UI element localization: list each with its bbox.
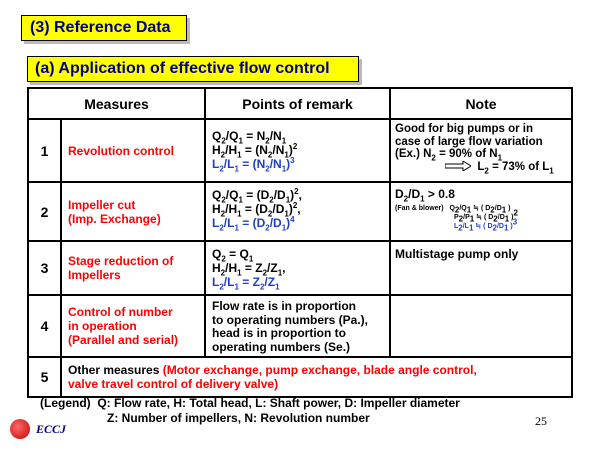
- note-formula: (Ex.) $N_2 = 90\%$ of $N_1$: [395, 148, 503, 163]
- row-number: 2: [28, 182, 61, 241]
- measure-line: Stage reduction of: [68, 254, 174, 268]
- remark-cell: $Q_2/Q_1 = (D_2/D_1)^2$, $H_2/H_1 = (D_2/D_1)^2$, $L_2/L_1 = (D_2/D_1)^4$: [205, 182, 390, 241]
- table-row: [28, 241, 572, 295]
- measure-line: (Imp. Exchange): [68, 211, 161, 226]
- remark-cell: $Q_2 = Q_1$ $H_2/H_1 = Z_2/Z_1$, $L_2/L_1 = Z_2/Z_1$: [205, 241, 390, 295]
- section-title: (3) Reference Data: [21, 15, 187, 41]
- legend-line-1: [40, 396, 460, 410]
- header-note: Note: [390, 88, 572, 119]
- note-result: $L_2 = 73\%$ of $L_1$: [395, 161, 571, 174]
- row-number: 1: [28, 119, 61, 182]
- subsection-title: (a) Application of effective flow control: [27, 56, 359, 82]
- remark-line: head is in proportion to: [212, 326, 346, 340]
- table-row: [28, 182, 572, 241]
- flow-control-table: [27, 87, 573, 398]
- measure-line: Control of number: [68, 305, 173, 319]
- measure-line: in operation: [68, 319, 137, 333]
- logo-mark-icon: [10, 419, 30, 439]
- measure-line: Impeller cut: [68, 197, 136, 212]
- header-measures: Measures: [28, 88, 205, 119]
- note-formula: $D_2/D_1 > 0.8$: [395, 187, 455, 204]
- table-row: [28, 357, 572, 397]
- remark-line: operating numbers (Se.): [212, 339, 351, 354]
- fan-note: (Fan & blower) $Q_2/Q_1$ ≒ ( $D_2/D_1$ ): [395, 204, 511, 214]
- row-number: 3: [28, 241, 61, 295]
- measure-cell: [61, 295, 205, 357]
- remark-cell: $Q_2/Q_1 = N_2/N_1$ $H_2/H_1 = (N_2/N_1)^2$ $L_2/L_1 = (N_2/N_1)^3$: [205, 119, 390, 182]
- other-open-paren: (: [162, 363, 167, 377]
- other-measures-cell: [61, 357, 572, 397]
- note-line: Good for big pumps or in: [395, 123, 533, 135]
- table-row: [28, 119, 572, 182]
- measure-line: Impellers: [68, 268, 121, 282]
- row-number: 4: [28, 295, 61, 357]
- note-line: case of large flow variation: [395, 135, 543, 148]
- logo-text: ECCJ: [36, 421, 67, 436]
- eccj-logo: [10, 419, 66, 439]
- other-items: Motor exchange, pump exchange, blade angle control,: [166, 363, 477, 377]
- page-number: 25: [535, 414, 547, 428]
- arrow-right-icon: [445, 161, 471, 171]
- note-cell: Multistage pump only: [390, 241, 572, 295]
- other-label: Other measures: [68, 363, 160, 377]
- legend-label: (Legend): [40, 396, 91, 410]
- table-row: [28, 295, 572, 357]
- other-close-paren: ): [274, 377, 279, 391]
- remark-line: to operating numbers (Pa.),: [212, 312, 369, 327]
- fan-formula: $P_2/P_1$ ≒ ( $D_2/D_1$ )$^2$: [454, 208, 518, 223]
- measure-cell: Revolution control: [61, 119, 205, 182]
- note-cell: [390, 182, 572, 241]
- measure-line: (Parallel and serial): [68, 333, 179, 347]
- remark-line: Flow rate is in proportion: [212, 299, 356, 313]
- note-cell: [390, 119, 572, 182]
- other-items-2: valve travel control of delivery valve: [68, 377, 275, 391]
- remark-cell: [205, 295, 390, 357]
- note-cell-empty: [390, 295, 572, 357]
- legend-line-2: Z: Number of impellers, N: Revolution number: [107, 411, 370, 425]
- fan-formula: $L_2/L_1$ ≒ ( $D_2/D_1$ )$^3$: [454, 217, 518, 232]
- fan-label: (Fan & blower): [395, 204, 444, 212]
- legend-text: Q: Flow rate, H: Total head, L: Shaft power, D: Impeller diameter: [97, 396, 460, 410]
- measure-cell: [61, 182, 205, 241]
- table-header-row: [28, 88, 572, 119]
- row-number: 5: [28, 357, 61, 397]
- header-points: Points of remark: [205, 88, 390, 119]
- measure-cell: [61, 241, 205, 295]
